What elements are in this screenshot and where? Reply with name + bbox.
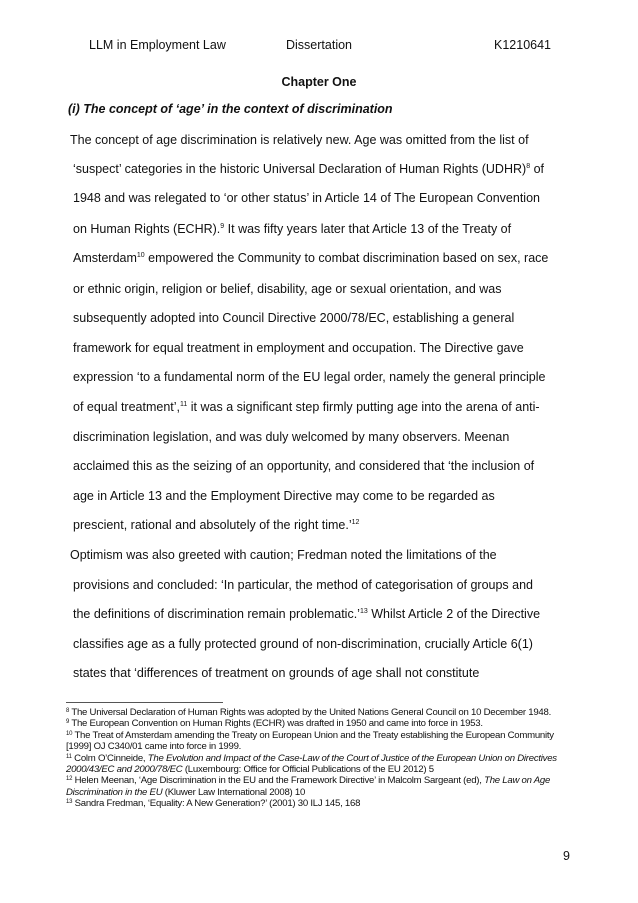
footnote: $^{13}$ Sandra Fredman, ‘Equality: A New Generation?’ (2001) 30 ILJ 145, 168 (66, 798, 361, 810)
page-number: 9 (563, 849, 570, 863)
footnote-ref: 8 (526, 163, 531, 170)
footnote: $^9$ The European Convention on Human Rights (ECHR) was drafted in 1950 and came into force in 1953. (66, 718, 483, 730)
header-document-type: Dissertation (286, 38, 352, 52)
footnote: $^8$ The Universal Declaration of Human Rights was adopted by the United Nations General Council on 10 December 1948. (66, 707, 552, 718)
body-line: 1948 and was relegated to ‘or other status’ in Article 14 of The European Convention (73, 191, 540, 205)
footnote-separator (66, 702, 223, 703)
body-line: of equal treatment’,$^{11}$ it was a significant step firmly putting age into the arena of anti- (73, 400, 540, 414)
body-line: or ethnic origin, religion or belief, disability, age or sexual orientation, and was (73, 282, 502, 296)
body-line: age in Article 13 and the Employment Directive may come to be regarded as (73, 489, 495, 503)
body-line: Amsterdam$^{10}$ empowered the Community to combat discrimination based on sex, race (73, 251, 549, 265)
body-line: ‘suspect’ categories in the historic Universal Declaration of Human Rights (UDHR)$^8$ of (73, 162, 544, 176)
body-line: framework for equal treatment in employment and occupation. The Directive gave (73, 341, 524, 355)
body-line: The concept of age discrimination is relatively new. Age was omitted from the list of (70, 133, 529, 147)
footnote-ref: 13 (359, 608, 368, 615)
chapter-title: Chapter One (281, 75, 357, 89)
body-line: prescient, rational and absolutely of the right time.’$^{12}$ (73, 518, 360, 532)
header-student-id: K1210641 (494, 38, 552, 52)
footnote-ref: 11 (180, 401, 188, 408)
body-line: expression ‘to a fundamental norm of the EU legal order, namely the general principle (73, 370, 546, 384)
body-line: Optimism was also greeted with caution; Fredman noted the limitations of the (70, 548, 497, 562)
footnote-ref: 10 (136, 252, 145, 259)
body-line: on Human Rights (ECHR).$^9$ It was fifty years later that Article 13 of the Treaty of (73, 222, 512, 236)
footnote: $^{12}$ Helen Meenan, ‘Age Discrimination in the EU and the Framework Directive’ in Malcolm Sargeant (ed), The Law on Age Discrimination in the EU (Kluwer Law International 2008) 10 (66, 775, 551, 798)
header-course: LLM in Employment Law (89, 38, 226, 52)
footnote: $^{10}$ The Treat of Amsterdam amending the Treaty on European Union and the Treaty establishing the European Community [1999] OJ C340/01 came into force in 1999. (66, 729, 554, 753)
body-line: the definitions of discrimination remain problematic.’$^{13}$ Whilst Article 2 of the Directive (73, 607, 541, 621)
body-line: classifies age as a fully protected ground of non-discrimination, crucially Article 6(1) (73, 637, 533, 651)
body-line: discrimination legislation, and was duly welcomed by many observers. Meenan (73, 430, 510, 444)
footnote-ref: 9 (220, 223, 225, 230)
body-line: acclaimed this as the seizing of an opportunity, and considered that ‘the inclusion of (73, 459, 535, 473)
footnote: $^{11}$ Colm O’Cinneide, The Evolution and Impact of the Case-Law of the Court of Justice of the European Union on Directives 2000/43/EC and 2000/78/EC (Luxembourg: Office for Official Publications of the EU 2012) 5 (66, 752, 557, 776)
body-line: provisions and concluded: ‘In particular, the method of categorisation of groups and (73, 578, 534, 592)
body-line: states that ‘differences of treatment on grounds of age shall not constitute (73, 666, 480, 680)
section-heading: (i) The concept of ‘age’ in the context of discrimination (68, 102, 393, 116)
footnote-ref: 12 (351, 519, 360, 526)
body-line: subsequently adopted into Council Directive 2000/78/EC, establishing a general (73, 311, 515, 325)
footnotes (66, 707, 566, 810)
